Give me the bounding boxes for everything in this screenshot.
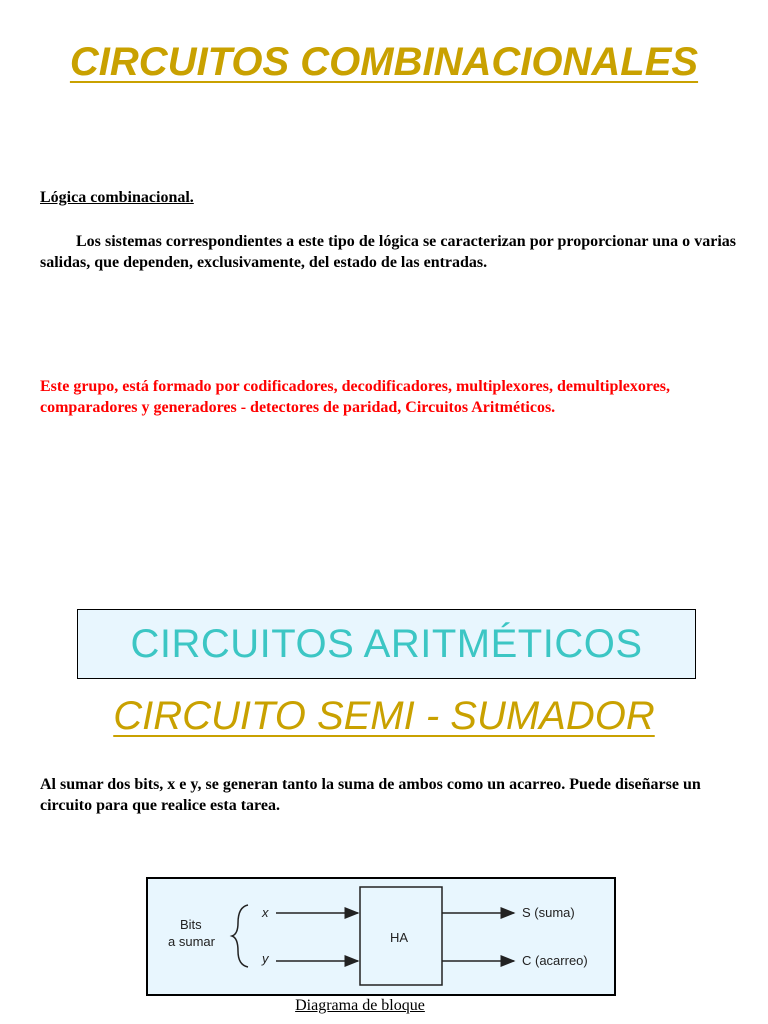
input-y-label: y	[262, 951, 269, 966]
ha-block-label: HA	[390, 930, 409, 945]
page-title: CIRCUITOS COMBINACIONALES	[69, 40, 699, 84]
output-s-label: S (suma)	[522, 905, 575, 920]
diagram-svg	[148, 879, 614, 994]
intro-paragraph: Los sistemas correspondientes a este tipo de lógica se caracterizan por proporcionar una o varias salidas, que dependen, exclusivamente, del estado de las entradas.	[40, 233, 736, 271]
semi-adder-title: CIRCUITO SEMI - SUMADOR	[113, 694, 655, 738]
output-c-label: C (acarreo)	[522, 953, 588, 968]
bits-label-line2: a sumar	[168, 934, 215, 949]
diagram-caption: Diagrama de bloque	[295, 997, 425, 1014]
bits-label-line1: Bits	[180, 917, 202, 932]
input-x-label: x	[262, 905, 269, 920]
arithmetic-title: CIRCUITOS ARITMÉTICOS	[130, 621, 643, 666]
brace-icon	[232, 905, 248, 967]
arithmetic-title-box	[77, 609, 696, 679]
half-adder-block-diagram	[146, 877, 616, 996]
section-heading: Lógica combinacional.	[40, 189, 194, 206]
adder-paragraph: Al sumar dos bits, x e y, se generan tanto la suma de ambos como un acarreo. Puede diseñarse un circuito para que realice esta tarea.	[40, 776, 701, 814]
components-paragraph: Este grupo, está formado por codificadores, decodificadores, multiplexores, demultiplexores, comparadores y generadores - detectores de paridad, Circuitos Aritméticos.	[40, 378, 671, 416]
